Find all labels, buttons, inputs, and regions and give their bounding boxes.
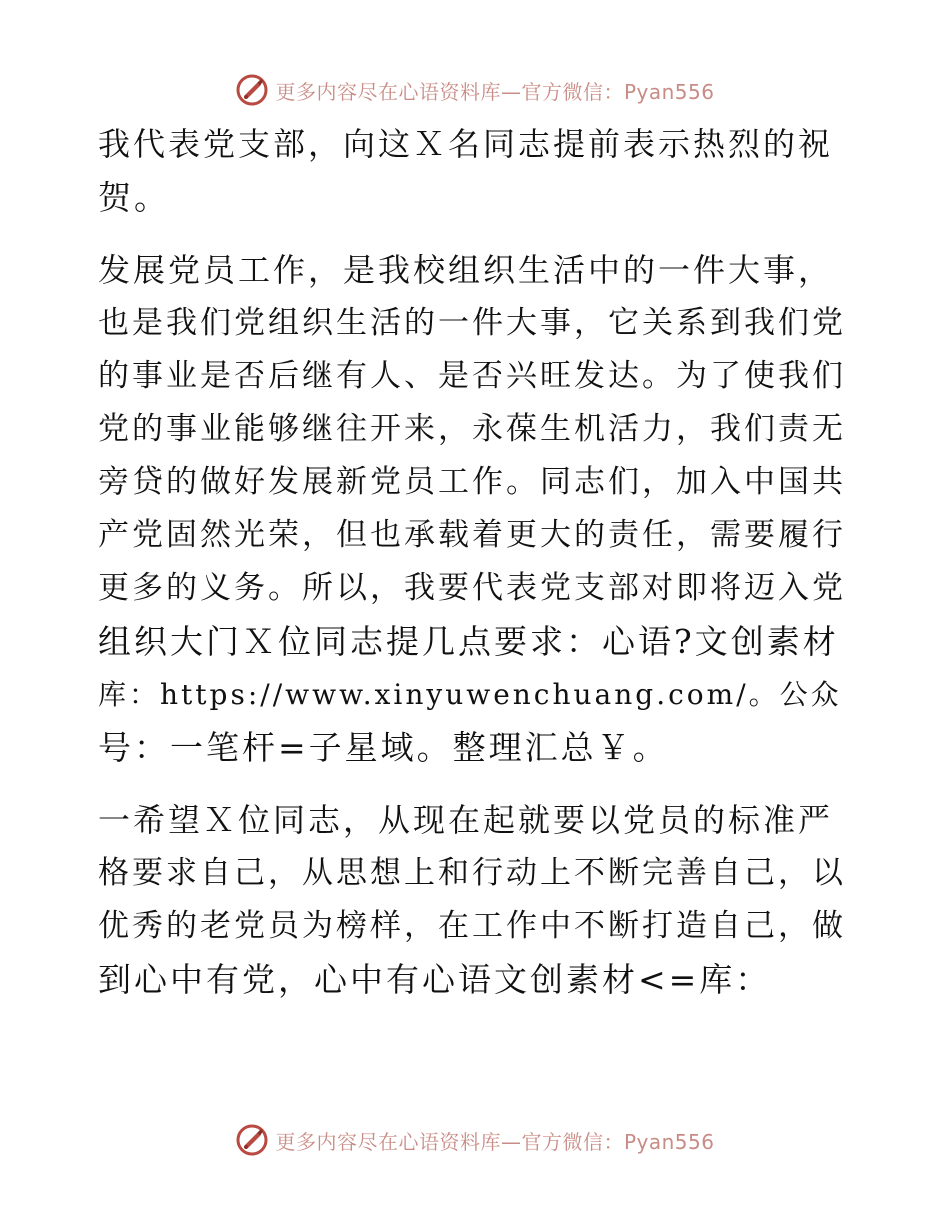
text-line: 优秀的老党员为榜样，在工作中不断打造自己，做 [98,908,846,944]
footer-banner [0,1120,950,1160]
header-banner [0,70,950,110]
text-line: 格要求自己，从思想上和行动上不断完善自己，以 [98,855,846,891]
text-line: 也是我们党组织生活的一件大事，它关系到我们党 [98,305,846,341]
text-line: 旁贷的做好发展新党员工作。同志们，加入中国共 [98,464,846,500]
text-line: 组织大门Ｘ位同志提几点要求：心语?文创素材 [98,622,839,661]
text-line: 到心中有党，心中有心语文创素材<=库： [98,960,772,999]
header-banner-text: 更多内容尽在心语资料库—官方微信：Pyan556 [275,79,715,104]
text-line: 我代表党支部，向这Ｘ名同志提前表示热烈的祝 [98,125,834,163]
document-body [98,118,850,1006]
footer-banner-text: 更多内容尽在心语资料库—官方微信：Pyan556 [275,1129,715,1154]
paragraph-2 [98,244,850,774]
text-line: 党的事业能够继往开来，永葆生机活力，我们责无 [98,411,846,447]
text-line: 发展党员工作，是我校组织生活中的一件大事， [98,251,834,289]
text-line: 产党固然光荣，但也承载着更大的责任，需要履行 [98,517,846,553]
text-line: 一希望Ｘ位同志，从现在起就要以党员的标准严 [98,801,834,839]
text-line: 的事业是否后继有人、是否兴旺发达。为了使我们 [98,358,846,394]
paragraph-1 [98,118,850,224]
pen-logo-icon [235,1123,269,1157]
text-line: 号：一笔杆=子星域。整理汇总￥。 [98,728,669,767]
paragraph-3 [98,794,850,1006]
text-line: 贺。 [98,178,170,217]
pen-logo-icon [235,73,269,107]
url-line: 库：https://www.xinyuwenchuang.com/。公众 [98,678,842,711]
text-line: 更多的义务。所以，我要代表党支部对即将迈入党 [98,570,846,606]
